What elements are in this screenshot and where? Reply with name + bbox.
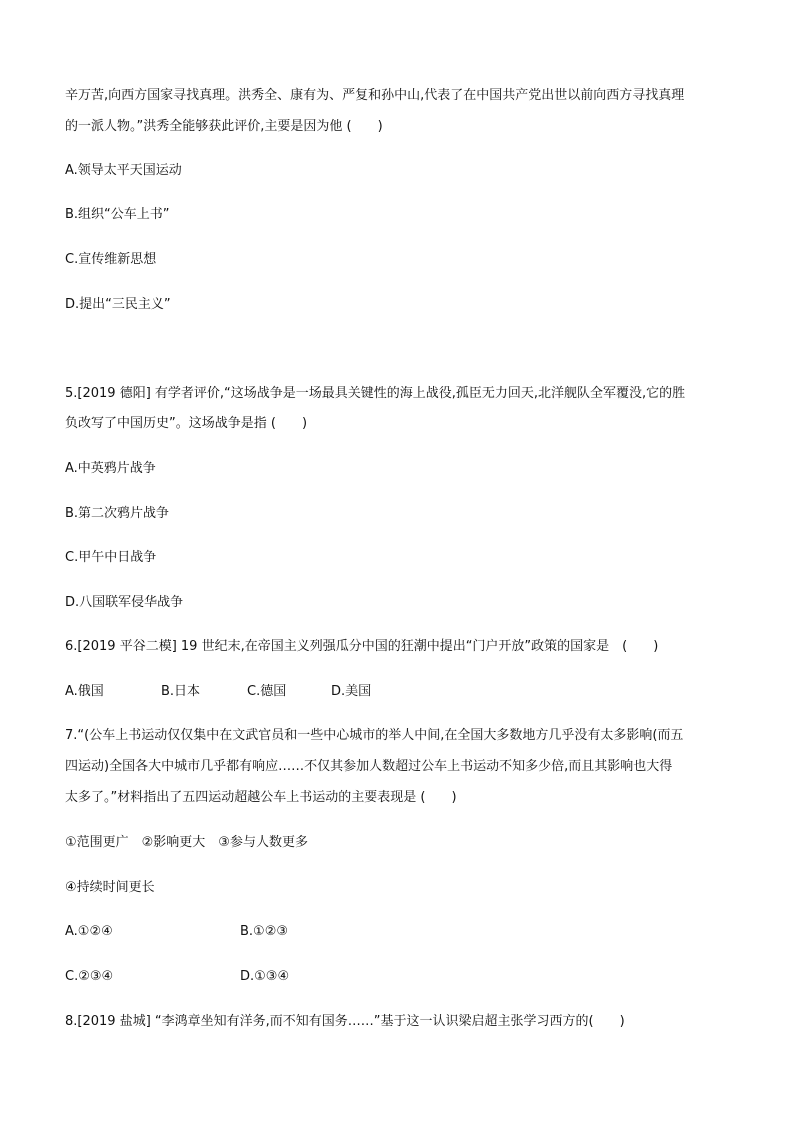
q5-stem-line-2: 负改写了中国历史”。这场战争是指 ( ) (65, 416, 308, 431)
q5-option-d[interactable]: D.八国联军侵华战争 (65, 595, 184, 610)
q4-option-a[interactable]: A.领导太平天国运动 (65, 163, 182, 178)
q4-option-c[interactable]: C.宣传维新思想 (65, 252, 157, 267)
q7-option-b[interactable]: B.①②③ (240, 924, 289, 939)
q7-items-line-1: ①范围更广 ②影响更大 ③参与人数更多 (65, 835, 308, 850)
q7-stem-line-1: 7.“(公车上书运动仅仅集中在文武官员和一些中心城市的举人中间,在全国大多数地方几乎没有太多影响(而五 (65, 728, 684, 743)
q7-stem-line-2: 四运动)全国各大中城市几乎都有响应……不仅其参加人数超过公车上书运动不知多少倍,而且其影响也大得 (65, 759, 673, 774)
q6-option-d[interactable]: D.美国 (331, 684, 372, 699)
q5-option-c[interactable]: C.甲午中日战争 (65, 550, 157, 565)
q6-option-c[interactable]: C.德国 (247, 684, 287, 699)
q7-stem-line-3: 太多了。”材料指出了五四运动超越公车上书运动的主要表现是 ( ) (65, 790, 457, 805)
q7-option-d[interactable]: D.①③④ (240, 969, 290, 984)
q4-option-b[interactable]: B.组织“公车上书” (65, 207, 170, 222)
q6-option-a[interactable]: A.俄国 (65, 684, 104, 699)
q7-option-a[interactable]: A.①②④ (65, 924, 113, 939)
q5-stem-line-1: 5.[2019 德阳] 有学者评价,“这场战争是一场最具关键性的海上战役,孤臣无力回天,北洋舰队全军覆没,它的胜 (65, 386, 686, 401)
q7-option-c[interactable]: C.②③④ (65, 969, 114, 984)
q4-stem-line-2: 的一派人物。”洪秀全能够获此评价,主要是因为他 ( ) (65, 119, 383, 134)
q4-stem-line-1: 辛万苦,向西方国家寻找真理。洪秀全、康有为、严复和孙中山,代表了在中国共产党出世以前向西方寻找真理 (65, 88, 685, 103)
q8-stem: 8.[2019 盐城] “李鸿章坐知有洋务,而不知有国务……”基于这一认识梁启超主张学习西方的( ) (65, 1014, 625, 1029)
q6-stem: 6.[2019 平谷二模] 19 世纪末,在帝国主义列强瓜分中国的狂潮中提出“门户开放”政策的国家是 ( ) (65, 639, 659, 654)
q4-option-d[interactable]: D.提出“三民主义” (65, 297, 171, 312)
q7-items-line-2: ④持续时间更长 (65, 880, 155, 895)
q5-option-b[interactable]: B.第二次鸦片战争 (65, 506, 170, 521)
q6-option-b[interactable]: B.日本 (161, 684, 201, 699)
q5-option-a[interactable]: A.中英鸦片战争 (65, 461, 156, 476)
